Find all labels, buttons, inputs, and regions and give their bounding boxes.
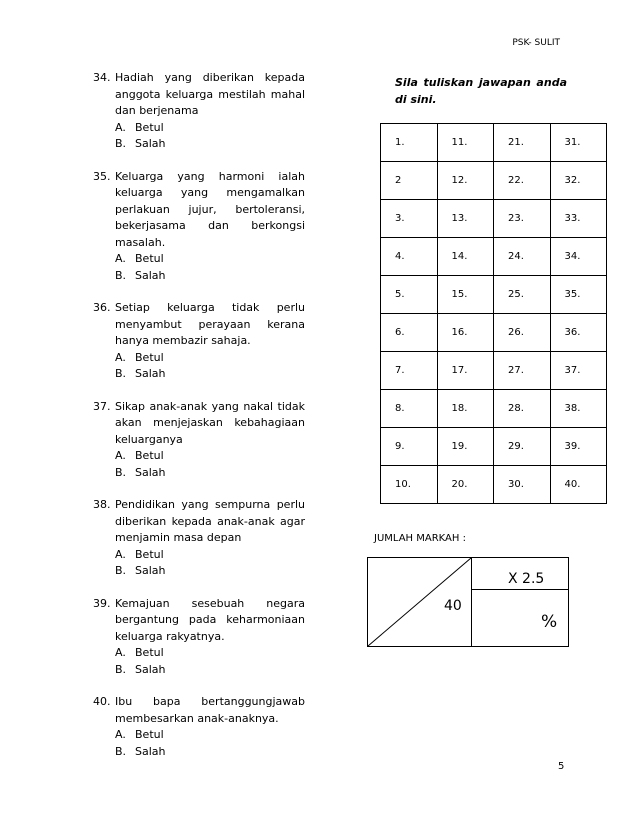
answer-cell[interactable]: 6. xyxy=(381,314,438,352)
answer-cell[interactable]: 25. xyxy=(494,276,551,314)
option-letter: B. xyxy=(115,744,127,758)
answer-row xyxy=(381,314,607,352)
option-letter: B. xyxy=(115,137,127,150)
answer-cell[interactable]: 21. xyxy=(494,124,551,162)
answer-cell[interactable]: 23. xyxy=(494,200,551,238)
option-item xyxy=(93,727,305,744)
answer-row xyxy=(381,238,607,276)
answer-table xyxy=(380,123,607,504)
answer-cell[interactable]: 9. xyxy=(381,428,438,466)
answer-cell[interactable]: 18. xyxy=(437,390,494,428)
question-text: Pendidikan yang sempurna perlu diberikan kepada anak-anak agar menjamin masa depan xyxy=(115,498,305,544)
question-text: Kemajuan sesebuah negara bergantung pada keharmoniaan keluarga rakyatnya. xyxy=(115,596,305,643)
option-letter: A. xyxy=(115,728,126,741)
answer-cell[interactable]: 40. xyxy=(550,466,607,504)
option-item xyxy=(93,268,305,285)
option-label: Salah xyxy=(135,465,166,479)
marks-box xyxy=(367,557,569,647)
answer-cell[interactable]: 29. xyxy=(494,428,551,466)
question-item xyxy=(93,300,305,383)
option-letter: A. xyxy=(115,646,126,659)
answer-cell[interactable]: 14. xyxy=(437,238,494,276)
option-item xyxy=(93,744,305,761)
question-item xyxy=(93,399,305,482)
answer-cell[interactable]: 15. xyxy=(437,276,494,314)
answer-cell[interactable]: 28. xyxy=(494,390,551,428)
option-item xyxy=(93,662,305,679)
total-marks-label: JUMLAH MARKAH : xyxy=(374,533,466,544)
option-item xyxy=(93,120,305,137)
option-item xyxy=(93,645,305,662)
marks-total: 40 xyxy=(444,598,462,614)
answer-cell[interactable]: 12. xyxy=(437,162,494,200)
question-number: 36. xyxy=(93,301,111,314)
option-item xyxy=(93,251,305,268)
question-text: Hadiah yang diberikan kepada anggota keluarga mestilah mahal dan berjenama xyxy=(115,71,305,117)
option-letter: B. xyxy=(115,268,127,282)
option-letter: A. xyxy=(115,449,126,462)
option-label: Betul xyxy=(135,350,164,364)
answer-cell[interactable]: 8. xyxy=(381,390,438,428)
option-letter: B. xyxy=(115,465,127,479)
marks-multiplier: X 2.5 xyxy=(508,571,545,587)
answer-cell[interactable]: 4. xyxy=(381,238,438,276)
answer-cell[interactable]: 17. xyxy=(437,352,494,390)
question-text: Keluarga yang harmoni ialah keluarga yang mengamalkan perlakuan jujur, bertoleransi, bekerjasama dan berkongsi masalah. xyxy=(115,169,305,249)
question-number: 37. xyxy=(93,399,111,413)
answer-cell[interactable]: 31. xyxy=(550,124,607,162)
answer-cell[interactable]: 35. xyxy=(550,276,607,314)
answer-cell[interactable]: 16. xyxy=(437,314,494,352)
option-label: Betul xyxy=(135,252,164,265)
answer-cell[interactable]: 1. xyxy=(381,124,438,162)
question-number: 35. xyxy=(93,169,111,183)
option-letter: B. xyxy=(115,564,127,577)
answer-row xyxy=(381,276,607,314)
option-item xyxy=(93,350,305,367)
answer-cell[interactable]: 5. xyxy=(381,276,438,314)
question-number: 39. xyxy=(93,596,111,610)
question-text: Ibu bapa bertanggungjawab membesarkan anak-anaknya. xyxy=(115,695,305,725)
marks-box-divider xyxy=(471,558,472,646)
option-label: Salah xyxy=(135,137,166,150)
answer-row xyxy=(381,124,607,162)
option-label: Betul xyxy=(135,547,164,561)
marks-box-hdivider xyxy=(471,589,568,590)
option-item xyxy=(93,448,305,465)
question-item xyxy=(93,694,305,760)
question-item xyxy=(93,70,305,153)
answer-cell[interactable]: 11. xyxy=(437,124,494,162)
answer-cell[interactable]: 36. xyxy=(550,314,607,352)
answer-instruction: Sila tuliskan jawapan anda di sini. xyxy=(395,76,567,106)
option-item xyxy=(93,136,305,153)
question-number: 40. xyxy=(93,695,111,708)
answer-cell[interactable]: 24. xyxy=(494,238,551,276)
question-item xyxy=(93,169,305,285)
option-label: Betul xyxy=(135,449,164,462)
answer-cell[interactable]: 33. xyxy=(550,200,607,238)
answer-cell[interactable]: 7. xyxy=(381,352,438,390)
question-number: 34. xyxy=(93,71,111,84)
option-label: Salah xyxy=(135,367,166,380)
option-letter: A. xyxy=(115,547,126,561)
answer-cell[interactable]: 19. xyxy=(437,428,494,466)
option-label: Betul xyxy=(135,120,164,134)
page-header-code: PSK- SULIT xyxy=(512,38,560,48)
answer-row xyxy=(381,162,607,200)
option-letter: B. xyxy=(115,367,127,380)
answer-cell[interactable]: 27. xyxy=(494,352,551,390)
option-letter: A. xyxy=(115,350,126,364)
answer-row xyxy=(381,428,607,466)
answer-cell[interactable]: 2 xyxy=(381,162,438,200)
questions-column xyxy=(93,70,305,776)
answer-cell[interactable]: 20. xyxy=(437,466,494,504)
answer-row xyxy=(381,466,607,504)
answer-cell[interactable]: 10. xyxy=(381,466,438,504)
question-text: Sikap anak-anak yang nakal tidak akan menjejaskan kebahagiaan keluarganya xyxy=(115,399,305,446)
question-text: Setiap keluarga tidak perlu menyambut perayaan kerana hanya membazir sahaja. xyxy=(115,301,305,347)
question-item xyxy=(93,497,305,580)
option-item xyxy=(93,465,305,482)
answer-cell[interactable]: 13. xyxy=(437,200,494,238)
answer-cell[interactable]: 39. xyxy=(550,428,607,466)
answer-row xyxy=(381,352,607,390)
answer-cell[interactable]: 3. xyxy=(381,200,438,238)
option-label: Salah xyxy=(135,268,166,282)
option-label: Betul xyxy=(135,646,164,659)
option-label: Salah xyxy=(135,744,166,758)
question-number: 38. xyxy=(93,498,111,511)
answer-cell[interactable]: 37. xyxy=(550,352,607,390)
answer-row xyxy=(381,200,607,238)
option-letter: B. xyxy=(115,662,127,676)
answer-cell[interactable]: 26. xyxy=(494,314,551,352)
answer-cell[interactable]: 30. xyxy=(494,466,551,504)
option-item xyxy=(93,366,305,383)
option-letter: A. xyxy=(115,120,126,134)
option-label: Salah xyxy=(135,564,166,577)
answer-row xyxy=(381,390,607,428)
option-item xyxy=(93,547,305,564)
option-letter: A. xyxy=(115,252,126,265)
option-item xyxy=(93,563,305,580)
page-number: 5 xyxy=(558,761,565,772)
answer-cell[interactable]: 34. xyxy=(550,238,607,276)
question-item xyxy=(93,596,305,679)
answer-cell[interactable]: 38. xyxy=(550,390,607,428)
marks-percent: % xyxy=(541,612,558,632)
answer-cell[interactable]: 22. xyxy=(494,162,551,200)
answer-cell[interactable]: 32. xyxy=(550,162,607,200)
option-label: Salah xyxy=(135,662,166,676)
option-label: Betul xyxy=(135,728,164,741)
